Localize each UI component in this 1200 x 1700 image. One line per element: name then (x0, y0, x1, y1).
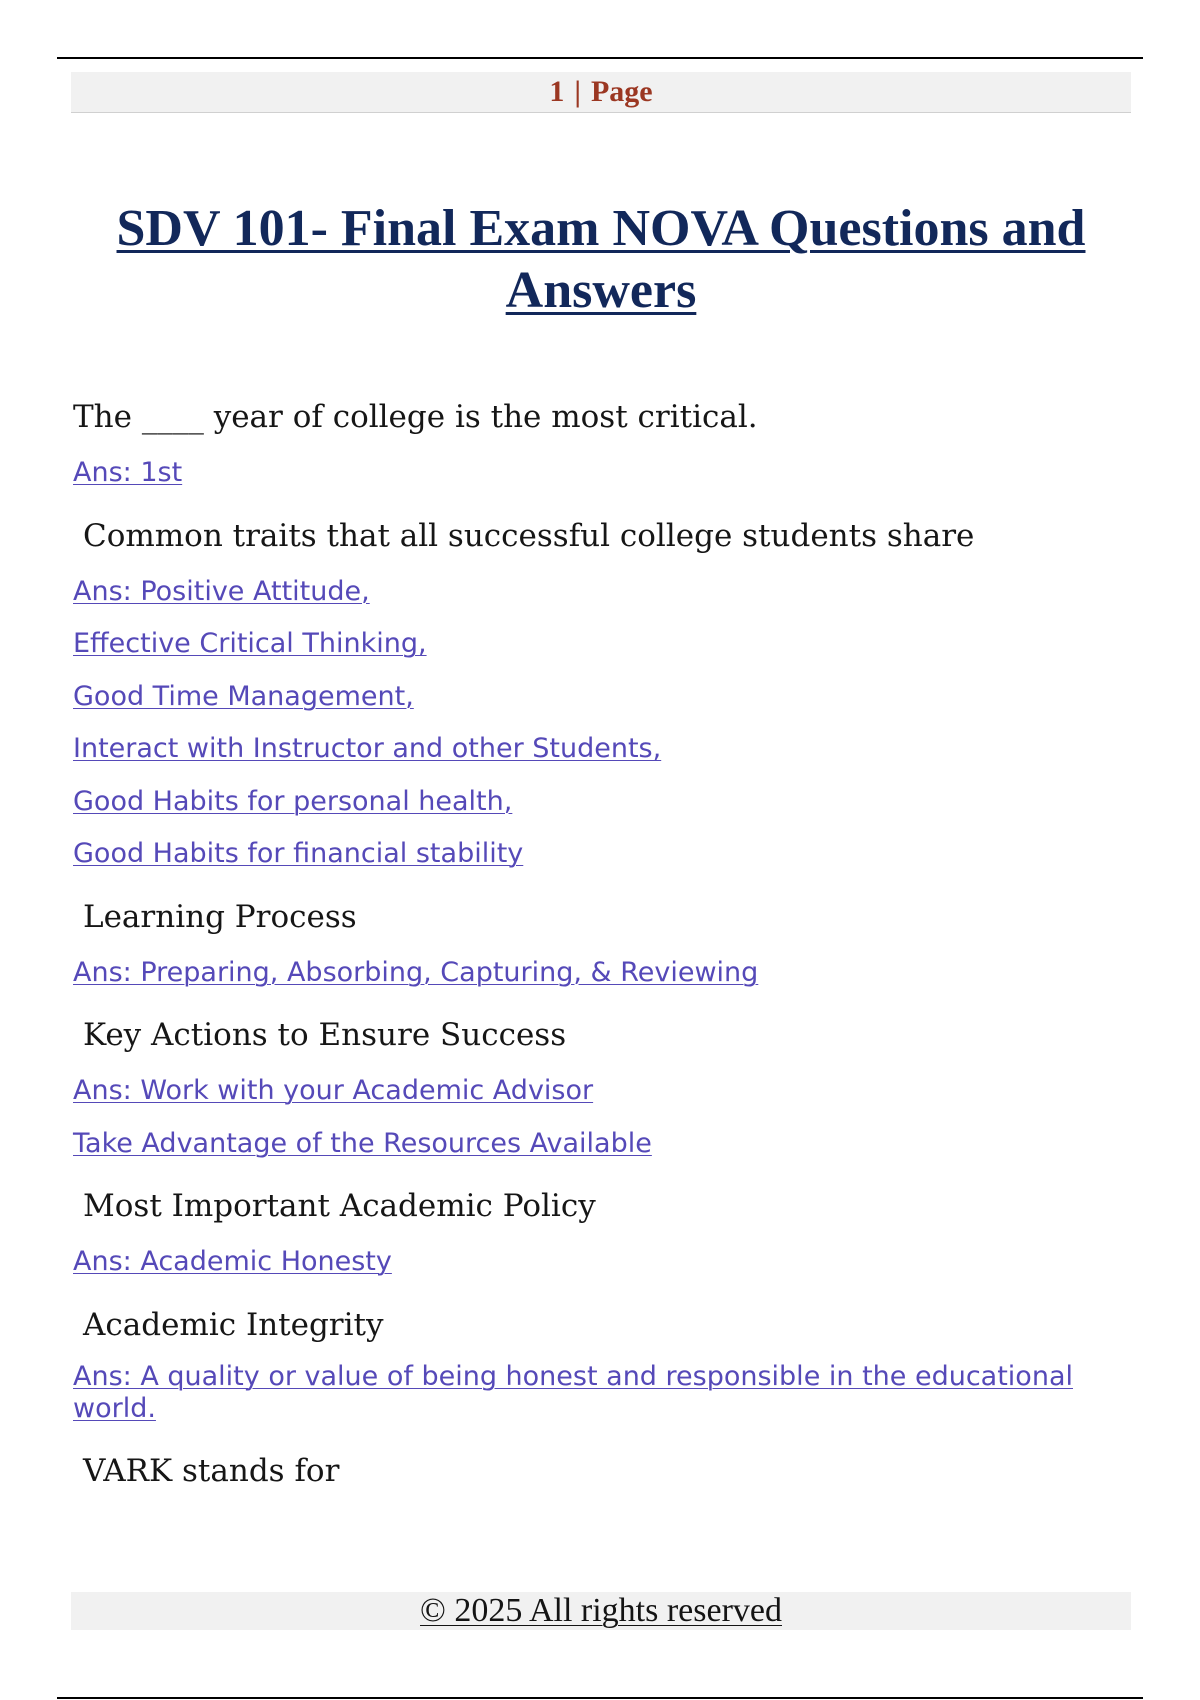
qa-item (73, 514, 1123, 881)
answer-link[interactable]: Good Time Management, (73, 680, 414, 712)
qa-item (73, 1184, 1123, 1289)
question-text: Academic Integrity (83, 1306, 384, 1343)
page-label: Page (590, 75, 653, 108)
answer-list (73, 947, 1123, 1000)
question-text: VARK stands for (83, 1452, 340, 1489)
answer-link[interactable]: Ans: Academic Honesty (73, 1246, 392, 1277)
question-text: Most Important Academic Policy (83, 1188, 596, 1224)
page-header (71, 72, 1131, 113)
answer-list (73, 566, 1123, 881)
answer-link[interactable]: Good Habits for financial stability (73, 838, 524, 869)
document-title: SDV 101- Final Exam NOVA Questions and Answers (116, 200, 1086, 319)
qa-item (73, 1449, 1123, 1493)
answer-list (73, 447, 1123, 500)
question-text: The ____ year of college is the most critical. (73, 399, 758, 435)
answer-link[interactable]: Take Advantage of the Resources Available (73, 1127, 652, 1159)
answer-list (73, 1355, 1123, 1435)
answer-list (73, 1065, 1123, 1170)
page-separator: | (574, 75, 581, 108)
qa-item (73, 1013, 1123, 1170)
qa-list (73, 395, 1123, 1507)
qa-item (73, 1303, 1123, 1435)
answer-list (73, 1236, 1123, 1289)
answer-link[interactable]: Effective Critical Thinking, (73, 628, 427, 659)
qa-item (73, 895, 1123, 1000)
copyright-text: © 2025 All rights reserved (420, 1592, 782, 1629)
question-text: Common traits that all successful college students share (83, 517, 975, 554)
page-footer (71, 1592, 1131, 1630)
question-text: Key Actions to Ensure Success (83, 1017, 567, 1053)
question-text: Learning Process (83, 898, 357, 935)
page-number: 1 (549, 75, 565, 108)
answer-link[interactable]: Ans: Work with your Academic Advisor (73, 1075, 594, 1106)
bottom-rule (57, 1697, 1143, 1699)
answer-link[interactable]: Ans: Positive Attitude, (73, 575, 370, 607)
answer-link[interactable]: Good Habits for personal health, (73, 785, 513, 817)
answer-link[interactable]: Interact with Instructor and other Students, (73, 733, 662, 764)
answer-link[interactable]: Ans: 1st (73, 457, 183, 488)
top-rule (57, 57, 1143, 59)
answer-link[interactable]: Ans: Preparing, Absorbing, Capturing, & Reviewing (73, 956, 759, 988)
answer-link[interactable]: Ans: A quality or value of being honest and responsible in the educational world. (73, 1360, 1073, 1424)
qa-item (73, 395, 1123, 500)
